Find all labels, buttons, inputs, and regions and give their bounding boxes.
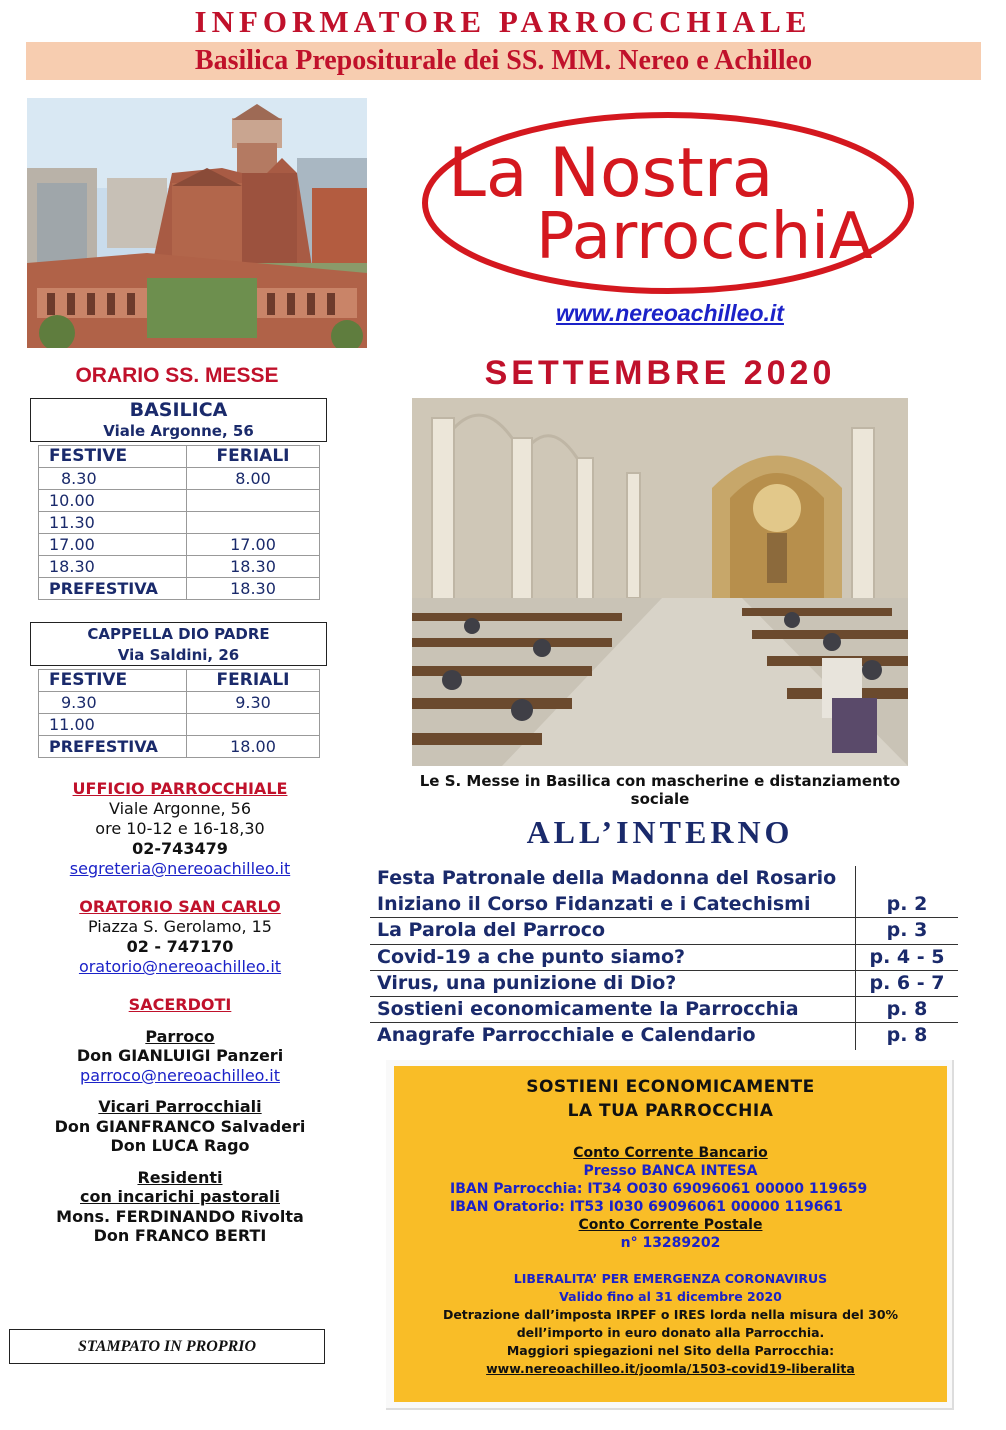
bank-account-label: Conto Corrente Bancario bbox=[573, 1145, 768, 1161]
cappella-col-festive: FESTIVE bbox=[39, 670, 187, 692]
contents-item-page: p. 4 - 5 bbox=[869, 945, 945, 968]
donation-title: LIBERALITA’ PER EMERGENZA CORONAVIRUS bbox=[513, 1271, 828, 1286]
parish-office-title: UFFICIO PARROCCHIALE bbox=[72, 779, 288, 798]
table-cell bbox=[187, 512, 320, 534]
support-title-2: LA TUA PARROCCHIA bbox=[567, 1101, 774, 1121]
contents-item-title: Virus, una punizione di Dio? bbox=[377, 971, 677, 994]
support-box-frame bbox=[386, 1060, 954, 1410]
list-item[interactable] bbox=[370, 892, 958, 918]
printed-in-house-box: STAMPATO IN PROPRIO bbox=[9, 1329, 325, 1364]
residente-name: Mons. FERDINANDO Rivolta bbox=[56, 1206, 304, 1226]
residente-name: Don FRANCO BERTI bbox=[93, 1226, 267, 1245]
list-item[interactable] bbox=[370, 997, 958, 1023]
list-item[interactable] bbox=[370, 918, 958, 944]
table-cell: 10.00 bbox=[39, 490, 187, 512]
basilica-schedule-table bbox=[38, 445, 320, 600]
contents-item-page: p. 2 bbox=[886, 893, 928, 916]
cappella-address: Via Saldini, 26 bbox=[117, 646, 240, 664]
iban-parrocchia: IBAN Parrocchia: IT34 O030 69096061 00000 119659 bbox=[450, 1181, 868, 1197]
table-cell: 18.00 bbox=[187, 736, 320, 758]
donation-link[interactable]: www.nereoachilleo.it/joomla/1503-covid19-liberalita bbox=[486, 1361, 855, 1376]
donation-deduction-1: Detrazione dall’imposta IRPEF o IRES lorda nella misura del 30% bbox=[442, 1307, 899, 1322]
contents-list bbox=[370, 866, 958, 1049]
logo-line2: ParrocchiA bbox=[536, 200, 873, 274]
basilica-interior-photo bbox=[412, 398, 908, 766]
support-box bbox=[394, 1066, 947, 1402]
cappella-box bbox=[30, 622, 327, 666]
vicari-label: Vicari Parrocchiali bbox=[98, 1097, 262, 1116]
website-link[interactable]: www.nereoachilleo.it bbox=[556, 300, 784, 326]
list-item[interactable] bbox=[370, 945, 958, 971]
basilica-col-feriali: FERIALI bbox=[187, 446, 320, 468]
donation-validity: Valido fino al 31 dicembre 2020 bbox=[559, 1289, 782, 1304]
newsletter-title: INFORMATORE PARROCCHIALE bbox=[194, 4, 812, 39]
oratory-phone: 02 - 747170 bbox=[126, 937, 234, 956]
contents-title: ALL’INTERNO bbox=[526, 814, 794, 850]
table-cell: PREFESTIVA bbox=[39, 736, 187, 758]
contents-item-page: p. 8 bbox=[886, 997, 928, 1020]
vicario-name: Don GIANFRANCO Salvaderi bbox=[54, 1116, 306, 1136]
table-cell: 17.00 bbox=[187, 534, 320, 556]
parish-office-phone: 02-743479 bbox=[132, 839, 228, 858]
residenti-label-2: con incarichi pastorali bbox=[80, 1187, 280, 1206]
table-cell: PREFESTIVA bbox=[39, 578, 187, 600]
oratory-title: ORATORIO SAN CARLO bbox=[79, 897, 281, 916]
table-cell: 18.30 bbox=[187, 578, 320, 600]
contents-item-page: p. 8 bbox=[886, 1024, 928, 1047]
parroco-name: Don GIANLUIGI Panzeri bbox=[76, 1046, 284, 1065]
logo-line1: La Nostra bbox=[448, 134, 774, 213]
cappella-col-feriali: FERIALI bbox=[187, 670, 320, 692]
contents-item-title: Anagrafe Parrocchiale e Calendario bbox=[377, 1024, 756, 1047]
parish-office-address: Viale Argonne, 56 bbox=[108, 799, 252, 818]
support-title-1: SOSTIENI ECONOMICAMENTE bbox=[526, 1077, 815, 1097]
vicario-name: Don LUCA Rago bbox=[110, 1136, 250, 1155]
priests-title: SACERDOTI bbox=[128, 995, 232, 1014]
parroco-label: Parroco bbox=[145, 1026, 215, 1046]
contents-item-title: Covid-19 a che punto siamo? bbox=[377, 945, 686, 968]
postal-account-label: Conto Corrente Postale bbox=[578, 1217, 763, 1233]
postal-account-number: n° 13289202 bbox=[620, 1235, 721, 1251]
oratory-address: Piazza S. Gerolamo, 15 bbox=[88, 917, 272, 936]
basilica-subtitle: Basilica Prepositurale dei SS. MM. Nereo e Achilleo bbox=[26, 42, 981, 80]
table-cell bbox=[187, 714, 320, 736]
oratory-section bbox=[20, 897, 340, 977]
contents-item-title: Festa Patronale della Madonna del Rosario bbox=[377, 867, 837, 889]
parroco-email[interactable]: parroco@nereoachilleo.it bbox=[80, 1065, 280, 1085]
basilica-name: BASILICA bbox=[129, 399, 228, 421]
donation-more-info: Maggiori spiegazioni nel Sito della Parrocchia: bbox=[506, 1343, 835, 1358]
list-item[interactable] bbox=[370, 1023, 958, 1049]
la-nostra-parrocchia-logo bbox=[418, 108, 918, 298]
cappella-schedule-table bbox=[38, 669, 320, 758]
donation-deduction-2: dell’importo in euro donato alla Parrocchia. bbox=[516, 1325, 825, 1340]
table-cell: 8.30 bbox=[39, 468, 187, 490]
list-item[interactable] bbox=[370, 866, 958, 892]
basilica-exterior-photo bbox=[27, 98, 367, 348]
contents-item-title: Sostieni economicamente la Parrocchia bbox=[377, 997, 799, 1020]
contents-item-page: p. 3 bbox=[886, 919, 928, 942]
priests-section bbox=[20, 995, 340, 1246]
cappella-name: CAPPELLA DIO PADRE bbox=[87, 625, 270, 643]
basilica-col-festive: FESTIVE bbox=[39, 446, 187, 468]
bank-name: Presso BANCA INTESA bbox=[583, 1163, 758, 1179]
table-cell: 18.30 bbox=[187, 556, 320, 578]
table-cell bbox=[187, 490, 320, 512]
table-cell: 18.30 bbox=[39, 556, 187, 578]
contents-item-title: La Parola del Parroco bbox=[377, 919, 606, 942]
basilica-address: Viale Argonne, 56 bbox=[103, 422, 254, 440]
table-cell: 17.00 bbox=[39, 534, 187, 556]
issue-month: SETTEMBRE 2020 bbox=[484, 354, 836, 392]
iban-oratorio: IBAN Oratorio: IT53 I030 69096061 00000 119661 bbox=[450, 1199, 843, 1215]
parish-office-section bbox=[20, 779, 340, 879]
oratory-email[interactable]: oratorio@nereoachilleo.it bbox=[78, 957, 282, 976]
mass-schedule-title: ORARIO SS. MESSE bbox=[75, 364, 279, 387]
parish-office-email[interactable]: segreteria@nereoachilleo.it bbox=[69, 859, 291, 878]
contents-item-page: p. 6 - 7 bbox=[869, 971, 945, 994]
table-cell: 11.30 bbox=[39, 512, 187, 534]
table-cell: 8.00 bbox=[187, 468, 320, 490]
contents-item-title: Iniziano il Corso Fidanzati e i Catechismi bbox=[377, 893, 811, 916]
parish-office-hours: ore 10-12 e 16-18,30 bbox=[95, 819, 265, 838]
list-item[interactable] bbox=[370, 971, 958, 997]
table-cell: 9.30 bbox=[187, 692, 320, 714]
photo-caption: Le S. Messe in Basilica con mascherine e distanziamento sociale bbox=[419, 772, 901, 808]
basilica-box bbox=[30, 398, 327, 442]
table-cell: 9.30 bbox=[39, 692, 187, 714]
table-cell: 11.00 bbox=[39, 714, 187, 736]
residenti-label: Residenti bbox=[137, 1167, 223, 1187]
